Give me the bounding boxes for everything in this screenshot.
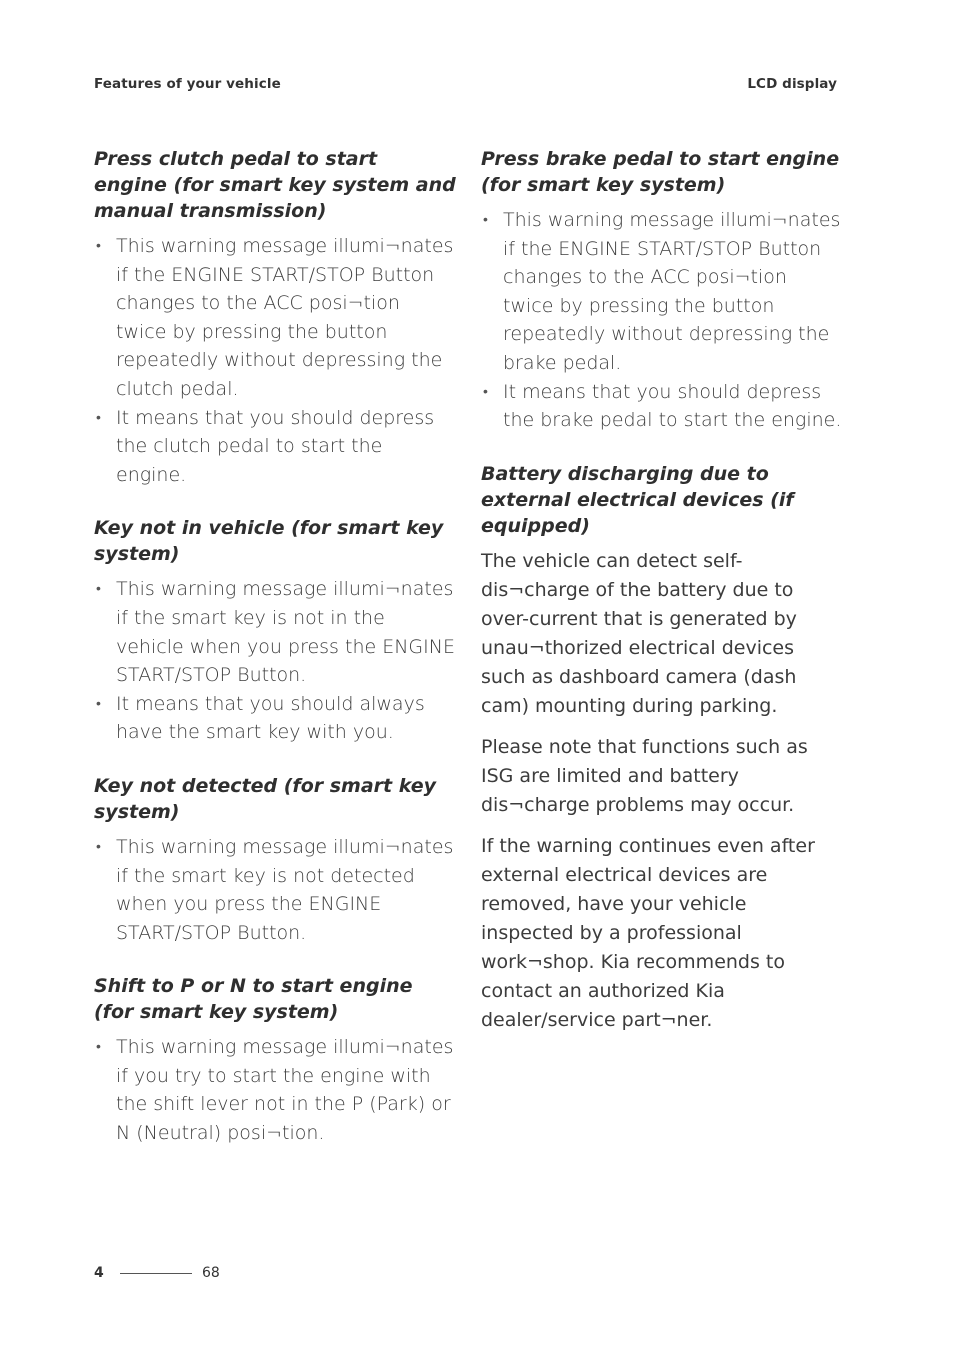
bullet-item: • It means that you should depress the brake pedal to start the engine.: [481, 378, 843, 435]
bullet-item: • It means that you should depress the clutch pedal to start the engine.: [94, 404, 456, 490]
bullet-item: • This warning message illumi¬nates if you try to start the engine with the shift lever not in the P (Park) or N (Neutral) posi¬tion.: [94, 1033, 456, 1147]
section-heading: Key not detected (for smart key system): [94, 774, 436, 823]
section-heading: Press clutch pedal to start engine (for smart key system and manual transmission): [94, 148, 456, 222]
right-column: [481, 146, 843, 1061]
running-header-topic: LCD display: [747, 76, 837, 92]
section-heading: Shift to P or N to start engine (for smart key system): [94, 975, 413, 1024]
body-paragraph: The vehicle can detect self-dis¬charge of the battery due to over-current that is generated by unau¬thorized electrical devices such as dashboard camera (dash cam) mounting during parking.: [481, 549, 797, 717]
section-heading: Press brake pedal to start engine (for smart key system): [481, 148, 840, 196]
section-heading: Key not in vehicle (for smart key system): [94, 517, 444, 566]
bullet-list: [94, 833, 456, 947]
body-paragraph: Please note that functions such as ISG are limited and battery dis¬charge problems may occur.: [481, 735, 808, 816]
body-paragraph: If the warning continues even after external electrical devices are removed, have your vehicle inspected by a professional work¬shop. Kia recommends to contact an authorized Kia dealer/service part¬ner.: [481, 834, 815, 1031]
page-number: 68: [202, 1265, 220, 1281]
section-key-not-in-vehicle: [94, 515, 456, 747]
section-clutch-pedal: [94, 146, 456, 489]
bullet-item: • This warning message illumi¬nates if the ENGINE START/STOP Button changes to the ACC posi¬tion twice by pressing the button repeatedly without depressing the clutch pedal.: [94, 232, 456, 404]
page-footer: [94, 1263, 220, 1283]
bullet-item: • It means that you should always have the smart key with you.: [94, 690, 456, 747]
section-key-not-detected: [94, 773, 456, 947]
running-header-section: Features of your vehicle: [94, 76, 281, 92]
bullet-item: • This warning message illumi¬nates if the smart key is not detected when you press the ENGINE START/STOP Button.: [94, 833, 456, 947]
footer-divider: [120, 1273, 192, 1274]
section-shift-to-p-or-n: [94, 973, 456, 1147]
bullet-item: • This warning message illumi¬nates if the smart key is not in the vehicle when you press the ENGINE START/STOP Button.: [94, 575, 456, 689]
bullet-list: [94, 575, 456, 747]
bullet-list: [481, 206, 843, 435]
bullet-item: • This warning message illumi¬nates if the ENGINE START/STOP Button changes to the ACC posi¬tion twice by pressing the button repeatedly without depressing the brake pedal.: [481, 206, 843, 378]
bullet-list: [94, 232, 456, 489]
section-brake-pedal: [481, 146, 843, 435]
left-column: [94, 146, 456, 1174]
section-battery-discharging: [481, 461, 843, 1035]
bullet-list: [94, 1033, 456, 1147]
section-heading: Battery discharging due to external electrical devices (if equipped): [481, 462, 794, 537]
chapter-number: 4: [94, 1265, 104, 1281]
